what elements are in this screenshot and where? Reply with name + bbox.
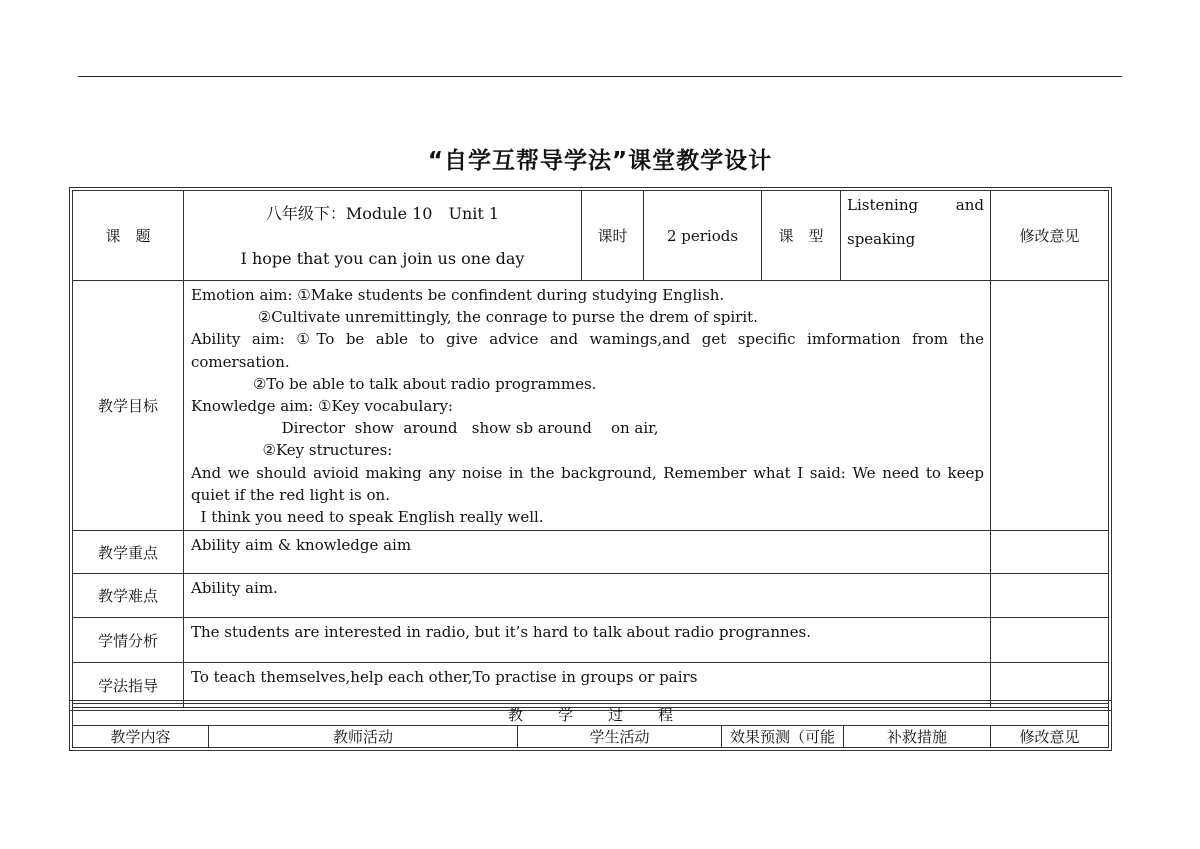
topic-cell — [184, 191, 582, 281]
difficulties-row — [73, 574, 1109, 618]
period-value: 2 periods — [644, 191, 762, 281]
analysis-row — [73, 618, 1109, 663]
analysis-text: The students are interested in radio, but it’s hard to talk about radio progrannes. — [184, 618, 991, 663]
guidance-row — [73, 663, 1109, 708]
key-points-label: 教学重点 — [73, 531, 184, 574]
guidance-text: To teach themselves,help each other,To practise in groups or pairs — [184, 663, 991, 708]
objective-line: Director show around show sb around on air, — [191, 419, 659, 438]
difficulties-revision — [991, 574, 1109, 618]
process-char: 学 — [557, 706, 573, 724]
process-title — [73, 704, 1109, 726]
col-student-activity: 学生活动 — [518, 726, 722, 748]
col-teaching-content: 教学内容 — [73, 726, 209, 748]
type-label: 课 型 — [762, 191, 841, 281]
objective-line: ②To be able to talk about radio programmes. — [191, 374, 597, 393]
col-effect-forecast: 效果预测（可能 — [722, 726, 844, 748]
objective-line: Ability aim: ①To be able to give advice and wamings,and get specific imformation from the comersation. — [191, 330, 984, 371]
key-points-row — [73, 531, 1109, 574]
guidance-label: 学法指导 — [73, 663, 184, 708]
objectives-content — [184, 281, 991, 531]
topic-label: 课 题 — [73, 191, 184, 281]
type-value-b: and — [955, 196, 984, 214]
objective-line: Emotion aim: ①Make students be confindent during studying English. — [191, 286, 725, 304]
difficulties-label: 教学难点 — [73, 574, 184, 618]
header-rule — [78, 76, 1122, 77]
process-title-row — [73, 704, 1109, 726]
type-value-a: Listening — [847, 196, 919, 214]
objective-line: ②Cultivate unremittingly, the conrage to purse the drem of spirit. — [191, 308, 758, 327]
objectives-label: 教学目标 — [73, 281, 184, 531]
process-header-row — [73, 726, 1109, 748]
header-row — [73, 191, 1109, 281]
col-teacher-activity: 教师活动 — [209, 726, 518, 748]
lesson-design-table — [72, 190, 1109, 708]
objectives-revision — [991, 281, 1109, 531]
type-value-c: speaking — [847, 230, 916, 248]
period-label: 课时 — [582, 191, 644, 281]
key-points-revision — [991, 531, 1109, 574]
objectives-row — [73, 281, 1109, 531]
col-remedial-measures: 补救措施 — [844, 726, 991, 748]
analysis-label: 学情分析 — [73, 618, 184, 663]
type-value — [841, 191, 991, 281]
col-revision: 修改意见 — [991, 726, 1109, 748]
page-title: “自学互帮导学法”课堂教学设计 — [427, 148, 773, 174]
analysis-revision — [991, 618, 1109, 663]
topic-line-2: I hope that you can join us one day — [240, 249, 525, 268]
objective-line: I think you need to speak English really well. — [191, 508, 544, 527]
revision-label: 修改意见 — [991, 191, 1109, 281]
process-char: 程 — [657, 706, 673, 724]
topic-line-1: 八年级下：Module 10 Unit 1 — [265, 204, 500, 223]
key-points-text: Ability aim & knowledge aim — [184, 531, 991, 574]
difficulties-text: Ability aim. — [184, 574, 991, 618]
guidance-revision — [991, 663, 1109, 708]
objective-line: And we should avioid making any noise in the background, Remember what I said: We need to keep quiet if the red light is on. — [191, 463, 984, 504]
objective-line: ②Key structures: — [191, 441, 393, 460]
process-char: 教 — [507, 706, 523, 724]
process-char: 过 — [607, 706, 623, 724]
objective-line: Knowledge aim: ①Key vocabulary: — [191, 397, 453, 416]
process-table — [72, 703, 1109, 748]
